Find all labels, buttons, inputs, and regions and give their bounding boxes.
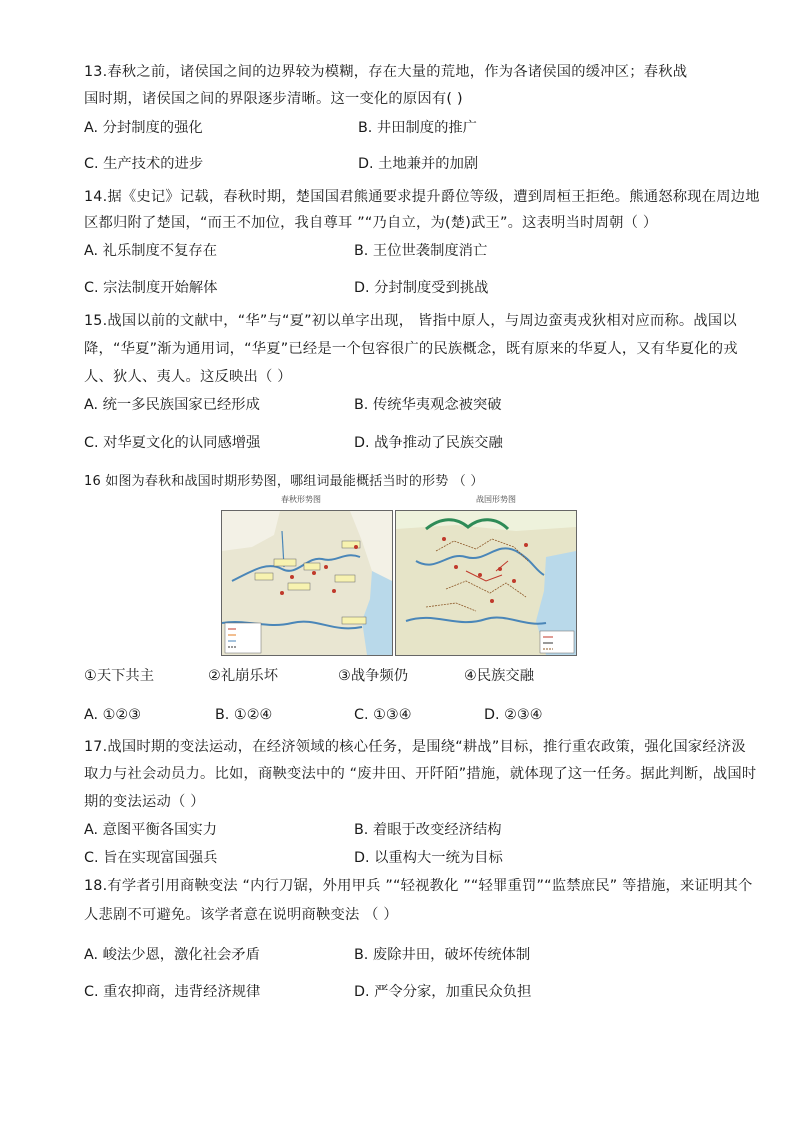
q16-option-d[interactable]: D. ②③④ bbox=[484, 707, 543, 723]
q18-option-b[interactable]: B. 废除井田，破坏传统体制 bbox=[354, 947, 531, 963]
q13-stem-line1: 13.春秋之前，诸侯国之间的边界较为模糊，存在大量的荒地，作为各诸侯国的缓冲区；春秋战 bbox=[84, 64, 688, 80]
q16-item-4: ④民族交融 bbox=[464, 668, 535, 684]
warring-states-map-graphic bbox=[396, 511, 576, 655]
q14-stem-line1: 14.据《史记》记载，春秋时期，楚国国君熊通要求提升爵位等级，遭到周桓王拒绝。熊通怒称现在周边地 bbox=[84, 189, 760, 205]
q13-option-a[interactable]: A. 分封制度的强化 bbox=[84, 120, 203, 136]
q14-stem-line2: 区都归附了楚国，“而王不加位，我自尊耳 ”“乃自立，为(楚)武王”。这表明当时周朝（ ） bbox=[84, 215, 658, 231]
q15-stem-line3: 人、狄人、夷人。这反映出（ ） bbox=[84, 369, 292, 385]
q14-option-c[interactable]: C. 宗法制度开始解体 bbox=[84, 280, 218, 296]
q18-option-d[interactable]: D. 严令分家，加重民众负担 bbox=[354, 984, 532, 1000]
spring-autumn-map bbox=[221, 510, 393, 656]
q15-option-b[interactable]: B. 传统华夷观念被突破 bbox=[354, 397, 502, 413]
q16-option-a[interactable]: A. ①②③ bbox=[84, 707, 142, 723]
q16-option-b[interactable]: B. ①②④ bbox=[215, 707, 273, 723]
q14-option-a[interactable]: A. 礼乐制度不复存在 bbox=[84, 243, 217, 259]
spring-autumn-map-graphic bbox=[222, 511, 392, 655]
q14-option-b[interactable]: B. 王位世袭制度消亡 bbox=[354, 243, 488, 259]
q17-option-a[interactable]: A. 意图平衡各国实力 bbox=[84, 822, 217, 838]
q18-option-c[interactable]: C. 重农抑商，违背经济规律 bbox=[84, 984, 261, 1000]
q15-option-c[interactable]: C. 对华夏文化的认同感增强 bbox=[84, 435, 261, 451]
q16-item-1: ①天下共主 bbox=[84, 668, 155, 684]
q18-stem-line2: 人悲剧不可避免。该学者意在说明商鞅变法 （ ） bbox=[84, 907, 398, 923]
q17-stem-line1: 17.战国时期的变法运动，在经济领域的核心任务，是围绕“耕战”目标，推行重农政策，强化国家经济汲 bbox=[84, 739, 746, 755]
q16-stem: 16 如图为春秋和战国时期形势图，哪组词最能概括当时的形势 （ ） bbox=[84, 474, 484, 489]
q16-option-c[interactable]: C. ①③④ bbox=[354, 707, 412, 723]
q17-option-c[interactable]: C. 旨在实现富国强兵 bbox=[84, 850, 218, 866]
q15-option-d[interactable]: D. 战争推动了民族交融 bbox=[354, 435, 503, 451]
q17-option-b[interactable]: B. 着眼于改变经济结构 bbox=[354, 822, 502, 838]
spring-autumn-map-title: 春秋形势图 bbox=[281, 495, 321, 504]
q13-stem-line2: 国时期，诸侯国之间的界限逐步清晰。这一变化的原因有( ) bbox=[84, 91, 463, 107]
q14-option-d[interactable]: D. 分封制度受到挑战 bbox=[354, 280, 489, 296]
q18-option-a[interactable]: A. 峻法少恩，激化社会矛盾 bbox=[84, 947, 260, 963]
q15-stem-line2: 降，“华夏”渐为通用词，“华夏”已经是一个包容很广的民族概念，既有原来的华夏人，又有华夏化的戎 bbox=[84, 341, 738, 357]
warring-states-map-title: 战国形势图 bbox=[476, 495, 516, 504]
q18-stem-line1: 18.有学者引用商鞅变法 “内行刀锯，外用甲兵 ”“轻视教化 ”“轻罪重罚”“监禁庶民” 等措施，来证明其个 bbox=[84, 878, 753, 894]
q16-item-2: ②礼崩乐坏 bbox=[208, 668, 279, 684]
q15-option-a[interactable]: A. 统一多民族国家已经形成 bbox=[84, 397, 260, 413]
q15-stem-line1: 15.战国以前的文献中，“华”与“夏”初以单字出现， 皆指中原人，与周边蛮夷戎狄相对应而称。战国以 bbox=[84, 313, 737, 329]
q13-option-b[interactable]: B. 井田制度的推广 bbox=[358, 120, 477, 136]
q16-item-3: ③战争频仍 bbox=[338, 668, 409, 684]
q17-option-d[interactable]: D. 以重构大一统为目标 bbox=[354, 850, 503, 866]
q16-maps bbox=[221, 492, 577, 656]
q13-option-c[interactable]: C. 生产技术的进步 bbox=[84, 156, 204, 172]
q13-option-d[interactable]: D. 土地兼并的加剧 bbox=[358, 156, 479, 172]
q17-stem-line2: 取力与社会动员力。比如，商鞅变法中的 “废井田、开阡陌”措施，就体现了这一任务。据此判断，战国时 bbox=[84, 766, 757, 782]
q17-stem-line3: 期的变法运动（ ） bbox=[84, 794, 205, 810]
warring-states-map bbox=[395, 510, 577, 656]
